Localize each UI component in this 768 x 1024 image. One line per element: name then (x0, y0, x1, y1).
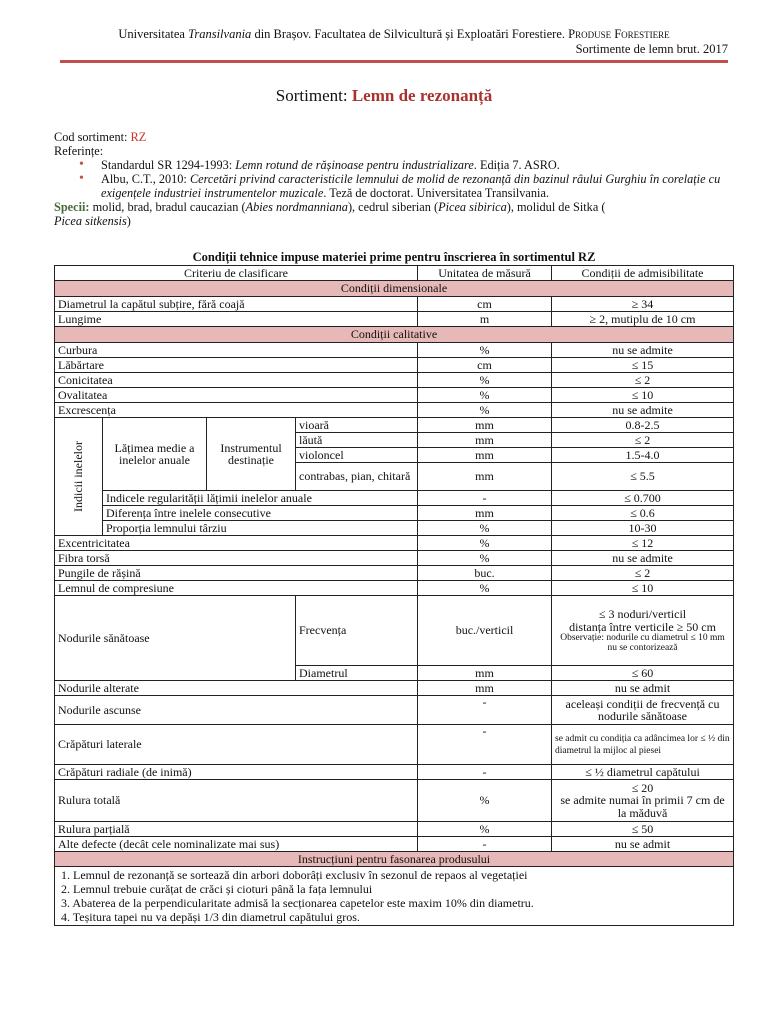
unit-cell: mm (418, 448, 552, 463)
unit-cell: % (418, 551, 552, 566)
section-header: Condiții calitative (55, 327, 734, 343)
unit-cell: buc. (418, 566, 552, 581)
unit-cell: % (418, 822, 552, 837)
unit-cell: mm (418, 666, 552, 681)
table-row (55, 822, 734, 837)
value-cell: nu se admite (552, 551, 734, 566)
ref-author: Albu, C.T., 2010: (101, 172, 190, 186)
table-row (55, 418, 734, 433)
species-text: ), molidul de Sitka ( (506, 200, 606, 214)
reference-item (101, 158, 734, 172)
table-row (55, 297, 734, 312)
table-row (55, 403, 734, 418)
criteria-cell: Lăbărtare (55, 358, 418, 373)
species-text: molid, brad, bradul caucazian ( (89, 200, 246, 214)
section-header: Condiții dimensionale (55, 281, 734, 297)
instrument-cell: vioară (296, 418, 418, 433)
page-title (0, 86, 768, 106)
instrument-cell: contrabas, pian, chitară (296, 463, 418, 491)
header-course: Produse Forestiere (568, 27, 670, 41)
value-line: se admite numai în primii 7 cm de la măduvă (560, 793, 725, 820)
unit-cell: % (418, 780, 552, 822)
value-cell: ≤ 0.700 (552, 491, 734, 506)
table-row (55, 373, 734, 388)
criteria-cell: Crăpături laterale (55, 725, 418, 765)
meta-section (54, 130, 734, 228)
col-header: Condiții de admisibilitate (552, 266, 734, 281)
table-row (55, 551, 734, 566)
value-cell (552, 780, 734, 822)
species-latin: Picea sibirica (438, 200, 507, 214)
unit-cell: cm (418, 358, 552, 373)
references-label: Referințe: (54, 144, 104, 158)
criteria-cell: Excentricitatea (55, 536, 418, 551)
instructions-cell (55, 867, 734, 926)
table-row (55, 388, 734, 403)
subcriteria-cell: Diametrul (296, 666, 418, 681)
value-cell: ≤ 2 (552, 433, 734, 448)
instructions-row (55, 867, 734, 926)
criteria-cell: Proporția lemnului târziu (103, 521, 418, 536)
title-label: Sortiment: (275, 86, 352, 105)
table-row (55, 725, 734, 765)
unit-cell: % (418, 581, 552, 596)
criteria-cell: Pungile de rășină (55, 566, 418, 581)
header-divider (60, 60, 728, 63)
unit-cell: - (418, 725, 552, 765)
value-cell: nu se admit (552, 837, 734, 852)
table-row (55, 696, 734, 725)
value-cell: 0.8-2.5 (552, 418, 734, 433)
unit-cell: cm (418, 297, 552, 312)
species-latin: Picea sitkensis (54, 214, 127, 228)
section-header: Instrucțiuni pentru fasonarea produsului (55, 852, 734, 867)
ref-edition: . Teză de doctorat. Universitatea Transilvania. (323, 186, 549, 200)
instrument-cell: lăută (296, 433, 418, 448)
unit-cell: buc./verticil (418, 596, 552, 666)
unit-cell: - (418, 765, 552, 780)
value-cell: aceleași condiții de frecvență cu nodurile sănătoase (552, 696, 734, 725)
table-row (55, 581, 734, 596)
table-row (55, 343, 734, 358)
value-line: ≤ 3 noduri/verticil (598, 607, 687, 621)
criteria-cell: Rulura parțială (55, 822, 418, 837)
value-cell: ≤ 15 (552, 358, 734, 373)
instruction-item: 2. Lemnul trebuie curățat de crăci și cioturi până la fața lemnului (61, 882, 373, 896)
unit-cell: % (418, 373, 552, 388)
table-row (55, 681, 734, 696)
references-list (54, 158, 734, 200)
value-cell: ≤ 60 (552, 666, 734, 681)
table-row (55, 312, 734, 327)
criteria-cell: Curbura (55, 343, 418, 358)
value-cell: ≥ 34 (552, 297, 734, 312)
value-cell: ≤ 12 (552, 536, 734, 551)
criteria-cell: Diferența între inelele consecutive (103, 506, 418, 521)
species-latin: Abies nordmanniana (245, 200, 348, 214)
criteria-cell: Conicitatea (55, 373, 418, 388)
header-line-2: Sortimente de lemn brut. 2017 (575, 42, 728, 56)
table-row (55, 837, 734, 852)
header-university: Universitatea (118, 27, 189, 41)
value-cell: ≤ 2 (552, 373, 734, 388)
value-cell: 1.5-4.0 (552, 448, 734, 463)
unit-cell: mm (418, 506, 552, 521)
table-row (55, 780, 734, 822)
unit-cell: m (418, 312, 552, 327)
value-line: distanța între verticile ≥ 50 cm (569, 619, 716, 634)
unit-cell: - (418, 491, 552, 506)
table-row (55, 521, 734, 536)
criteria-cell: Diametrul la capătul subțire, fără coajă (55, 297, 418, 312)
value-cell: ≤ 5.5 (552, 463, 734, 491)
unit-cell: mm (418, 681, 552, 696)
unit-cell: % (418, 388, 552, 403)
value-cell: nu se admit (552, 681, 734, 696)
reference-item (101, 172, 734, 200)
criteria-cell: Excrescența (55, 403, 418, 418)
header-university-name: Transilvania (188, 27, 252, 41)
table-row (55, 596, 734, 666)
criteria-cell: Alte defecte (decât cele nominalizate mai sus) (55, 837, 418, 852)
criteria-cell: Lățimea medie a inelelor anuale (103, 418, 207, 491)
col-header: Criteriu de clasificare (55, 266, 418, 281)
unit-cell: mm (418, 433, 552, 448)
species-label: Specii: (54, 200, 90, 214)
instruction-item: 3. Abaterea de la perpendicularitate admisă la secționarea capetelor este maxim 10% din diametru. (61, 896, 534, 910)
value-note: Observație: nodurile cu diametrul ≤ 10 mm nu se contorizează (560, 633, 725, 653)
unit-cell: % (418, 343, 552, 358)
criteria-cell: Crăpături radiale (de inimă) (55, 765, 418, 780)
species-text: ) (126, 214, 131, 228)
unit-cell: % (418, 536, 552, 551)
criteria-cell: Lungime (55, 312, 418, 327)
value-cell (552, 596, 734, 666)
value-cell: nu se admite (552, 403, 734, 418)
value-cell: ≤ 2 (552, 566, 734, 581)
group-label: Indicii inelelor (71, 441, 86, 512)
instruction-item: 1. Lemnul de rezonanță se sortează din arbori doborâți exclusiv în sezonul de repaos al vegetației (61, 868, 528, 882)
page-header (60, 27, 728, 57)
value-cell: ≤ 0.6 (552, 506, 734, 521)
table-header-row (55, 266, 734, 281)
cod-sortiment (54, 130, 734, 144)
instrument-cell: violoncel (296, 448, 418, 463)
table-row (55, 491, 734, 506)
cod-value: RZ (130, 130, 147, 144)
unit-cell: - (418, 696, 552, 725)
instruction-item: 4. Teșitura tapei nu va depăși 1/3 din diametrul capătului gros. (61, 910, 360, 924)
value-line: ≤ 20 (631, 780, 654, 795)
criteria-cell: Fibra torsă (55, 551, 418, 566)
value-cell: ≤ 50 (552, 822, 734, 837)
table-row (55, 536, 734, 551)
criteria-cell: Rulura totală (55, 780, 418, 822)
criteria-cell: Lemnul de compresiune (55, 581, 418, 596)
unit-cell: mm (418, 463, 552, 491)
cod-label: Cod sortiment: (54, 130, 131, 144)
table-row (55, 566, 734, 581)
species-text: ), cedrul siberian ( (347, 200, 439, 214)
criteria-cell: Ovalitatea (55, 388, 418, 403)
value-cell: nu se admite (552, 343, 734, 358)
table-title: Condiții tehnice impuse materiei prime pentru înscrierea în sortimentul RZ (192, 250, 596, 264)
col-header: Unitatea de măsură (418, 266, 552, 281)
species-line (54, 200, 734, 228)
criteria-cell: Nodurile sănătoase (55, 596, 296, 681)
conditions-table (54, 265, 734, 926)
group-indicii-inelelor (55, 418, 103, 536)
subcriteria-cell: Frecvența (296, 596, 418, 666)
table-row (55, 358, 734, 373)
criteria-cell: Nodurile alterate (55, 681, 418, 696)
ref-author: Standardul SR 1294-1993: (101, 158, 236, 172)
title-value: Lemn de rezonanță (351, 86, 493, 105)
unit-cell: mm (418, 418, 552, 433)
value-cell: se admit cu condiția ca adâncimea lor ≤ ½ din diametrul la mijloc al piesei (552, 725, 734, 765)
ref-title: Lemn rotund de rășinoase pentru industrializare (235, 158, 474, 172)
header-line-1 (60, 27, 728, 42)
value-cell: ≤ 10 (552, 388, 734, 403)
unit-cell: % (418, 521, 552, 536)
ref-edition: . Ediția 7. ASRO. (473, 158, 560, 172)
criteria-cell: Indicele regularității lățimii inelelor anuale (103, 491, 418, 506)
value-cell: ≥ 2, mutiplu de 10 cm (552, 312, 734, 327)
value-cell: ≤ 10 (552, 581, 734, 596)
value-cell: ≤ ½ diametrul capătului (552, 765, 734, 780)
value-cell: 10-30 (552, 521, 734, 536)
criteria-cell: Instrumentul destinație (207, 418, 296, 491)
table-row (55, 765, 734, 780)
ref-title: Cercetări privind caracteristicile lemnului de molid de rezonanță din bazinul râului Gurghiu în corelație cu exigențele industriei instrumentelor muzicale (101, 172, 721, 200)
header-faculty: din Brașov. Facultatea de Silvicultură și Exploatări Forestiere. (251, 27, 569, 41)
unit-cell: % (418, 403, 552, 418)
criteria-cell: Nodurile ascunse (55, 696, 418, 725)
unit-cell: - (418, 837, 552, 852)
table-row (55, 506, 734, 521)
